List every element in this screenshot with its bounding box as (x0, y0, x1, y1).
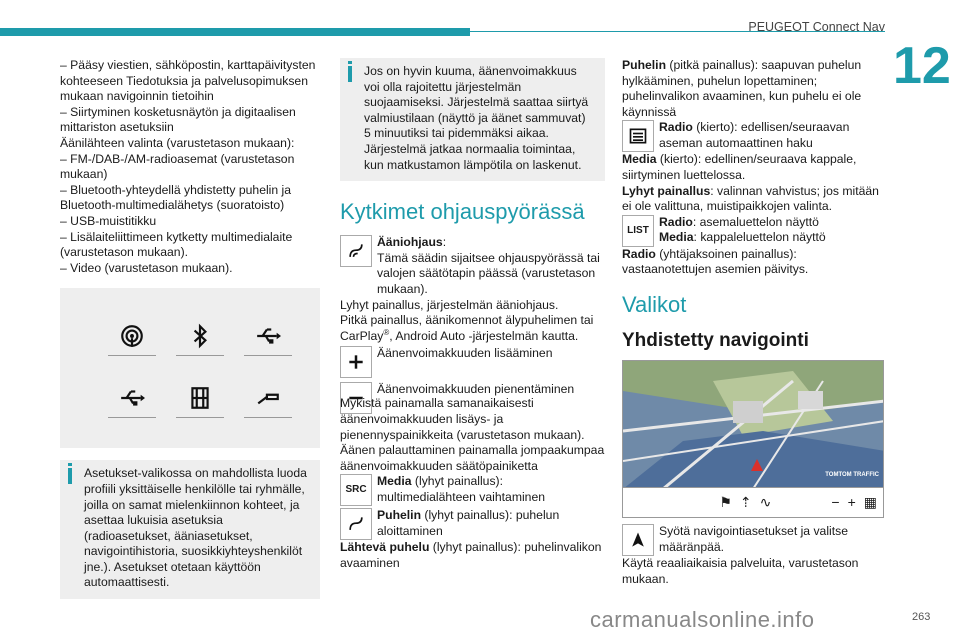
voice-short: Lyhyt painallus, järjestelmän ääniohjaus. (340, 297, 559, 312)
map-brand: TOMTOM TRAFFIC (825, 472, 879, 479)
list-media-label: Media (659, 230, 694, 245)
subsection-heading-nav: Yhdistetty navigointi (622, 329, 809, 351)
text-line: – Bluetooth-yhteydellä yhdistetty puhelin ja Bluetooth-multimedialähetys (suoratoisto) (60, 182, 292, 213)
voice-label: Ääniohjaus (377, 235, 443, 250)
page-number: 263 (912, 611, 931, 623)
phone-long-text: (pitkä painallus): saapuvan puhelun hylkääminen, puhelun lopettaminen; puhelinvalikon avaaminen, kun puhelu ei ole käynnissä (622, 58, 862, 119)
voice-text: Tämä säädin sijaitsee ohjauspyörässä tai valojen säätötapin päässä (varustetason mukaan). (377, 250, 600, 296)
text-line: – Video (varustetason mukaan). (60, 260, 233, 275)
list-lines-icon (622, 120, 654, 152)
radio-long-text: (yhtäjaksoinen painallus): vastaanotettujen asemien päivitys. (622, 246, 809, 277)
src-label: Media (377, 474, 412, 489)
info-text: Jos on hyvin kuuma, äänenvoimakkuus voi olla rajoitettu järjestelmän suojaamiseksi. Järjestelmä saattaa siirtyä valmiustilaan (näyttö ja äänet sammuvat) 5 minuutiksi tai pidemmäksi aikaa. Järjestelmä jatkaa normaalia toimintaa, kun matkustamon lämpötila on laskenut. (364, 64, 589, 172)
outgoing-text: (lyhyt painallus): puhelinvalikon avaaminen (340, 540, 602, 570)
list-radio-label: Radio (659, 214, 693, 229)
voice-control-row: Ääniohjaus: Tämä säädin sijaitsee ohjauspyörässä tai valojen säätötapin päässä (varustetason mukaan). (340, 235, 605, 297)
list-radio-text: : asemaluettelon näyttö (692, 214, 819, 229)
phone-label: Puhelin (377, 508, 422, 523)
radio-long (622, 247, 884, 278)
nav-realtime: Käytä reaaliaikaisia palveluita, varustetason mukaan. (622, 555, 859, 586)
text-line: – Lisälaiteliittimeen kytketty multimedialaite (varustetason mukaan). (60, 229, 293, 260)
phone-row (340, 508, 605, 540)
usb-icon (244, 316, 292, 356)
column-1 (60, 58, 320, 599)
volume-up-text: Äänenvoimakkuuden lisääminen (377, 346, 553, 361)
short-press-text: : valinnan vahvistus; jos mitään ei ole valittuna, muistipaikkojen valinta. (622, 183, 879, 214)
map-settings-icon[interactable]: ▦ (863, 493, 877, 510)
text-line: – USB-muistitikku (60, 213, 157, 228)
phone-long-label: Puhelin (622, 58, 667, 72)
navigation-arrow-icon (622, 524, 654, 556)
phone-icon (340, 508, 372, 540)
radio-text: (kierto): edellisen/seuraavan aseman automaattinen haku (659, 120, 850, 150)
north-icon[interactable]: ⇡ (739, 493, 752, 510)
radio-long-label: Radio (622, 246, 656, 261)
wifi-icon (108, 316, 156, 356)
info-icon (348, 66, 352, 82)
aux-icon (244, 378, 292, 418)
voice-long-b: , Android Auto -järjestelmän kautta. (389, 328, 579, 343)
plus-icon (340, 346, 372, 378)
chapter-number: 12 (893, 37, 951, 95)
short-press (622, 184, 884, 215)
usb-icon (108, 378, 156, 418)
voice-icon (340, 235, 372, 267)
media-text: (kierto): edellinen/seuraava kappale, siirtyminen luettelossa. (622, 152, 857, 182)
src-text: (lyhyt painallus): multimedialähteen vaihtaminen (377, 474, 546, 504)
list-icon: LIST (622, 215, 654, 247)
text-line: – FM-/DAB-/AM-radioasemat (varustetason mukaan) (60, 151, 295, 182)
zoom-out-icon[interactable]: − (831, 493, 840, 510)
header-brand: PEUGEOT Connect Nav (748, 20, 885, 34)
media-rotate (622, 152, 884, 183)
list-media-text: : kappaleluettelon näyttö (693, 230, 826, 245)
outgoing-call (340, 540, 605, 571)
bluetooth-icon (176, 316, 224, 356)
info-icon (68, 468, 72, 484)
outgoing-label: Lähtevä puhelu (340, 540, 430, 555)
phone-long (622, 58, 884, 120)
voice-long-a: Pitkä painallus, äänikomennot älypuhelimen tai CarPlay (340, 313, 594, 343)
src-row (340, 474, 605, 506)
column-2 (340, 58, 605, 571)
map-toolbar (622, 488, 884, 518)
voice-search-icon[interactable]: ∿ (759, 493, 772, 510)
header-accent-bar (0, 28, 470, 36)
watermark: carmanualsonline.info (590, 607, 815, 632)
flag-icon[interactable]: ⚑ (719, 493, 732, 510)
text-line: – Siirtyminen kosketusnäytön ja digitaalisen mittariston asetuksiin (60, 104, 296, 135)
column-3 (622, 58, 884, 587)
registered-mark: ® (383, 327, 390, 337)
video-icon (176, 378, 224, 418)
text-line: Äänilähteen valinta (varustetason mukaan): (60, 135, 295, 150)
media-label: Media (622, 152, 657, 167)
zoom-in-icon[interactable]: + (847, 493, 856, 510)
list-row (622, 215, 884, 247)
radio-row (622, 120, 884, 152)
source-icons-panel (60, 288, 320, 448)
radio-label: Radio (659, 120, 693, 135)
nav-settings-text: Syötä navigointiasetukset ja valitse määränpää. (659, 523, 849, 554)
nav-settings-row (622, 524, 884, 556)
info-text: Asetukset-valikossa on mahdollista luoda profiili yksittäiselle henkilölle tai ryhmälle, joilla on samat mielenkiinnon kohteet, ja asettaa lukuisia asetuksia (radioasetukset, ääniasetukset, navigointihistoria, suosikkiyhteyshenkilöt jne.). Asetukset otetaan käyttöön automaattisesti. (84, 466, 307, 590)
src-icon: SRC (340, 474, 372, 506)
text-line: – Pääsy viestien, sähköpostin, karttapäivitysten kohteeseen Tiedotuksia ja palvelusopimuksen mukaan navigoinnin tietoihin (60, 58, 316, 104)
mute-text: Mykistä painamalla samanaikaisesti äänenvoimakkuuden lisäys- ja pienennyspainikkeita (varustetason mukaan). Äänen palauttaminen painamalla jompaakumpaa äänenvoimakkuuden säätöpainiketta (340, 396, 605, 473)
section-heading: Kytkimet ohjauspyörässä (340, 199, 585, 225)
phone-text: (lyhyt painallus): puhelun aloittaminen (377, 508, 560, 538)
voice-long (340, 313, 605, 344)
navigation-map-screenshot (622, 360, 884, 488)
short-press-label: Lyhyt painallus (622, 183, 711, 198)
volume-down-text: Äänenvoimakkuuden pienentäminen (377, 382, 575, 397)
info-box-heat (340, 58, 605, 181)
section-heading-menus: Valikot (622, 291, 687, 317)
info-box-profiles (60, 460, 320, 599)
volume-up-row (340, 346, 605, 378)
